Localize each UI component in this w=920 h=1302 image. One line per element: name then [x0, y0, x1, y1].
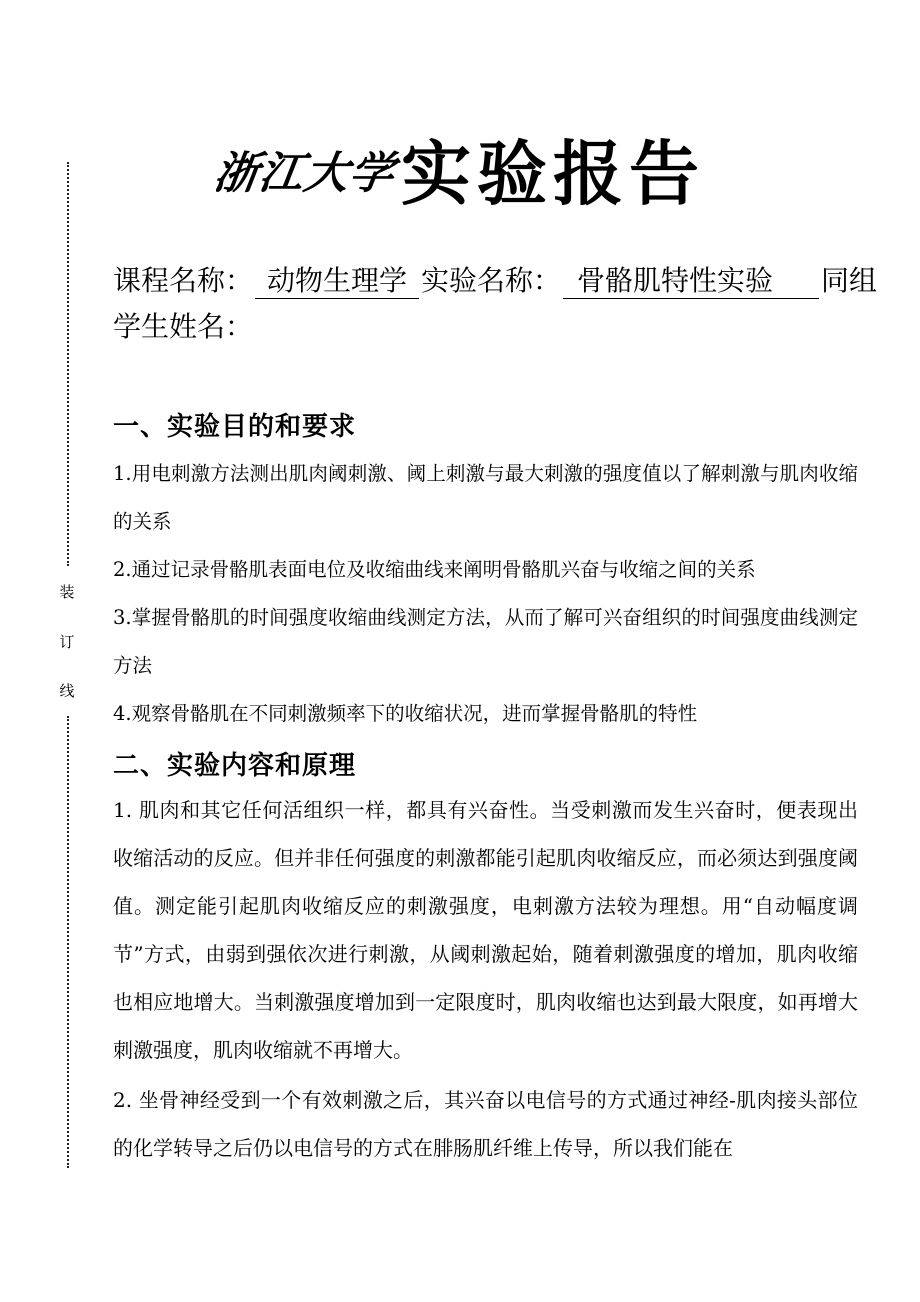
section1-item-4: 4.观察骨骼肌在不同刺激频率下的收缩状况，进而掌握骨骼肌的特性	[113, 702, 698, 725]
binding-char-ding: 订	[59, 633, 75, 651]
group-label: 同组	[821, 264, 878, 297]
section1-item-3: 3.掌握骨骼肌的时间强度收缩曲线测定方法，从而了解可兴奋组织的时间强度曲线测定方法	[113, 606, 858, 677]
report-title: 实验报告	[401, 132, 705, 215]
course-label: 课程名称：	[113, 264, 254, 297]
info-row-2	[113, 304, 873, 350]
info-row	[113, 258, 878, 304]
page-title	[0, 118, 920, 219]
section2-paragraph-2: 2. 坐骨神经受到一个有效刺激之后，其兴奋以电信号的方式通过神经-肌肉接头部位的化学转导之后仍以电信号的方式在腓肠肌纤维上传导，所以我们能在	[113, 1088, 858, 1160]
binding-char-zhuang: 装	[59, 583, 75, 601]
binding-dotted-line-bottom	[67, 716, 69, 1168]
course-value: 动物生理学	[255, 264, 419, 299]
section2-paragraph-1: 1. 肌肉和其它任何活组织一样，都具有兴奋性。当受刺激而发生兴奋时，便表现出收缩活动的反应。但并非任何强度的刺激都能引起肌肉收缩反应，而必须达到强度阈值。测定能引起肌肉收缩反应的刺激强度，电刺激方法较为理想。用“自动幅度调节”方式，由弱到强依次进行刺激，从阈刺激起始，随着刺激强度的增加，肌肉收缩也相应地增大。当刺激强度增加到一定限度时，肌肉收缩也达到最大限度，如再增大刺激强度，肌肉收缩就不再增大。	[113, 798, 858, 1062]
binding-char-xian: 线	[59, 682, 75, 700]
section1-item-1: 1.用电刺激方法测出肌肉阈刺激、阈上刺激与最大刺激的强度值以了解刺激与肌肉收缩的关系	[113, 462, 858, 533]
section2-heading: 二、实验内容和原理	[113, 751, 357, 781]
experiment-value: 骨骼肌特性实验	[563, 264, 819, 299]
binding-dotted-line-top	[67, 162, 69, 566]
university-name-logo: 浙江大学	[210, 147, 398, 199]
section1-heading: 一、实验目的和要求	[113, 412, 357, 442]
section1-item-2: 2.通过记录骨骼肌表面电位及收缩曲线来阐明骨骼肌兴奋与收缩之间的关系	[113, 558, 756, 581]
group-member-label: 学生姓名：	[113, 310, 254, 343]
experiment-label: 实验名称：	[421, 264, 562, 297]
report-info	[113, 258, 878, 350]
